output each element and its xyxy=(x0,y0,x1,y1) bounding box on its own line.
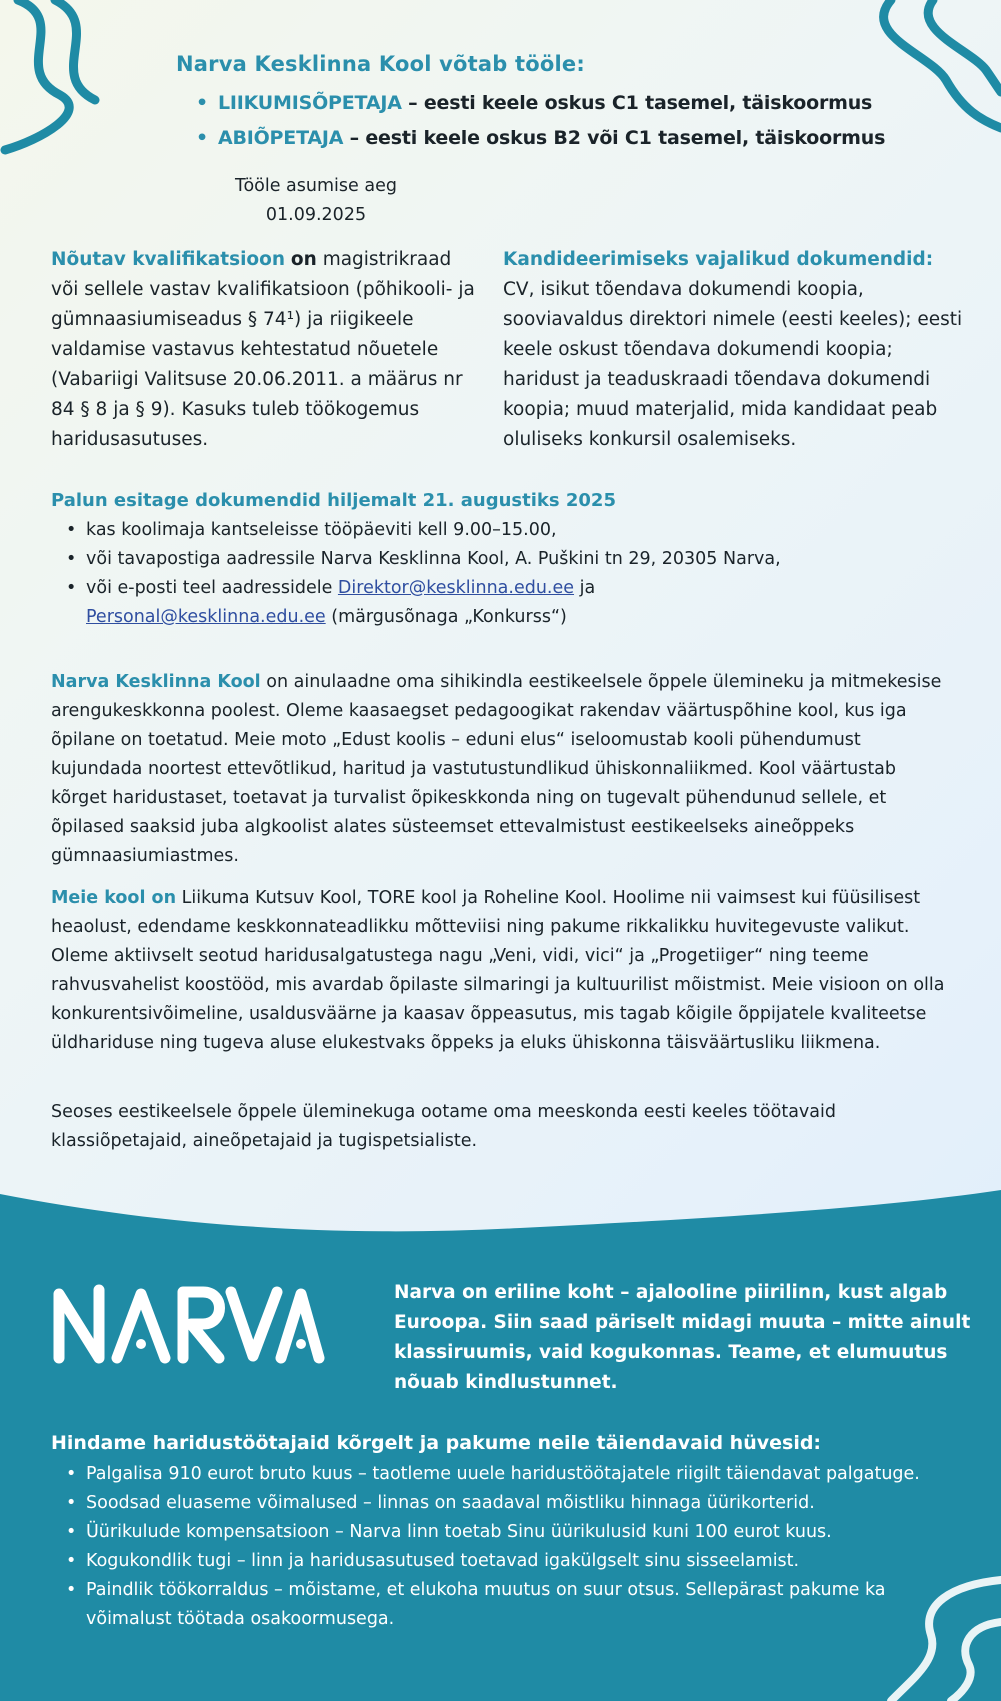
closing-paragraph: Seoses eestikeelsele õppele üleminekuga ootame oma meeskonda eesti keeles töötavaid klassiõpetajaid, aineõpetajaid ja tugispetsialiste. xyxy=(51,1102,836,1151)
school-text: Liikuma Kutsuv Kool, TORE kool ja Roheline Kool. Hoolime nii vaimsest kui füüsilisest heaolust, edendame keskkonnateadlikku mõtteviisi ning pakume rikkalikku huvitegevuste valikut. Oleme aktiivselt seotud haridusalgatustega nagu „Veni, vidi, vici“ ja „Progetiiger“ ning teeme rahvusvahelist koostööd, mis avardab õpilaste silmaringi ja kultuurilist mõistmist. Meie visioon on olla konkurentsivõimeline, usaldusväärne ja kaasav õppeasutus, mis tagab kõigile õppijatele kvaliteetse üldhariduse ning tugeva aluse elukestvaks õppeks ja eluks ühiskonna täisväärtusliku liikmena. xyxy=(51,888,945,1053)
position-item xyxy=(196,127,885,149)
list-item: • Soodsad eluaseme võimalused – linnas on saadaval mõistliku hinnaga üürikorterid. xyxy=(51,1489,931,1518)
list-item xyxy=(51,574,951,632)
list-item: • Kogukondlik tugi – linn ja haridusasutused toetavad igakülgselt sinu sisseelamist. xyxy=(51,1547,931,1576)
documents-label: Kandideerimiseks vajalikud dokumendid: xyxy=(503,249,934,270)
about-text: on ainulaadne oma sihikindla eestikeelsele õppele ülemineku ja mitmekesise arengukeskkonna poolest. Oleme kaasaegset pedagoogikat rakendav väärtuspõhine kool, kus iga õpilane on toetatud. Meie moto „Edust koolis – eduni elus“ iseloomustab kooli pühendumust kujundada noortest ettevõtlikud, haritud ja vastutustundlikud ühiskonnaliikmed. Kool väärtustab kõrget haridustaset, toetavat ja turvalist õpikeskkonda ning on tugevalt pühendunud sellele, et õpilased saaksid juba algkoolist alates süsteemset ettevalmistust eestikeelseks aineõppeks gümnaasiumiastmes. xyxy=(51,672,942,866)
position-details: – eesti keele oskus B2 või C1 tasemel, täiskoormus xyxy=(349,127,886,149)
page-title: Narva Kesklinna Kool võtab tööle: xyxy=(176,52,585,76)
start-label: Tööle asumise aeg xyxy=(235,176,397,196)
qualification-text: magistrikraad või sellele vastav kvalifikatsioon (põhikooli- ja gümnaasiumiseadus § 74¹) ja riigikeele valdamise vastavus kehtestatud nõuetele (Vabariigi Valitsuse 20.06.2011. a määrus nr 84 § 8 ja § 9). Kasuks tuleb töökogemus haridusasutuses. xyxy=(51,249,475,450)
qualification-label: Nõutav kvalifikatsioon xyxy=(51,249,286,270)
email-suffix: (märgusõnaga „Konkurss“) xyxy=(331,607,567,627)
email-prefix: või e-posti teel aadressidele xyxy=(86,578,333,598)
deadline-heading: Palun esitage dokumendid hiljemalt 21. augustiks 2025 xyxy=(51,490,616,511)
position-name: ABIÕPETAJA xyxy=(217,127,344,149)
submission-list xyxy=(51,516,951,632)
documents-section xyxy=(503,245,973,455)
wave-decoration-top-left xyxy=(0,0,130,160)
bullet-icon: • xyxy=(196,127,208,149)
list-item: • Palgalisa 910 eurot bruto kuus – taotleme uuele haridustöötajatele riigilt täiendavat palgatuge. xyxy=(51,1460,931,1489)
school-paragraph xyxy=(51,884,951,1058)
narva-logo xyxy=(51,1282,327,1364)
about-paragraph xyxy=(51,668,951,871)
documents-text: CV, isikut tõendava dokumendi koopia, sooviavaldus direktori nimele (eesti keeles); eesti keele oskust tõendava dokumendi koopia; haridust ja teaduskraadi tõendava dokumendi koopia; muud materjalid, mida kandidaat peab oluliseks konkursil osalemiseks. xyxy=(503,279,963,450)
qualification-section xyxy=(51,245,481,455)
wave-decoration-top-right xyxy=(871,0,1001,150)
personal-email-link[interactable]: Personal@kesklinna.edu.ee xyxy=(86,607,326,627)
school-label: Meie kool on xyxy=(51,888,177,908)
start-date: 01.09.2025 xyxy=(265,205,367,225)
qualification-connector: on xyxy=(290,249,317,270)
director-email-link[interactable]: Direktor@kesklinna.edu.ee xyxy=(337,578,575,598)
start-date-block xyxy=(200,172,432,230)
list-item: • kas koolimaja kantseleisse tööpäeviti kell 9.00–15.00, xyxy=(51,516,951,545)
list-item: • või tavapostiga aadressile Narva Kesklinna Kool, A. Puškini tn 29, 20305 Narva, xyxy=(51,545,951,574)
about-label: Narva Kesklinna Kool xyxy=(51,672,261,692)
narva-intro: Narva on eriline koht – ajalooline piirilinn, kust algab Euroopa. Siin saad päriselt midagi muuta – mitte ainult klassiruumis, vaid kogukonnas. Teame, et elumuutus nõuab kindlustunnet. xyxy=(394,1282,971,1393)
position-details: – eesti keele oskus C1 tasemel, täiskoormus xyxy=(408,92,873,114)
position-name: LIIKUMISÕPETAJA xyxy=(217,92,402,114)
list-item: • Üürikulude kompensatsioon – Narva linn toetab Sinu üürikulusid kuni 100 eurot kuus. xyxy=(51,1518,931,1547)
position-item xyxy=(196,92,872,114)
benefits-heading: Hindame haridustöötajaid kõrgelt ja pakume neile täiendavaid hüvesid: xyxy=(51,1432,822,1454)
list-item: • Paindlik töökorraldus – mõistame, et elukoha muutus on suur otsus. Sellepärast pakume ka võimalust töötada osakoormusega. xyxy=(51,1576,931,1634)
benefits-list xyxy=(51,1460,931,1634)
bullet-icon: • xyxy=(196,92,208,114)
email-conjunction: ja xyxy=(579,578,596,598)
